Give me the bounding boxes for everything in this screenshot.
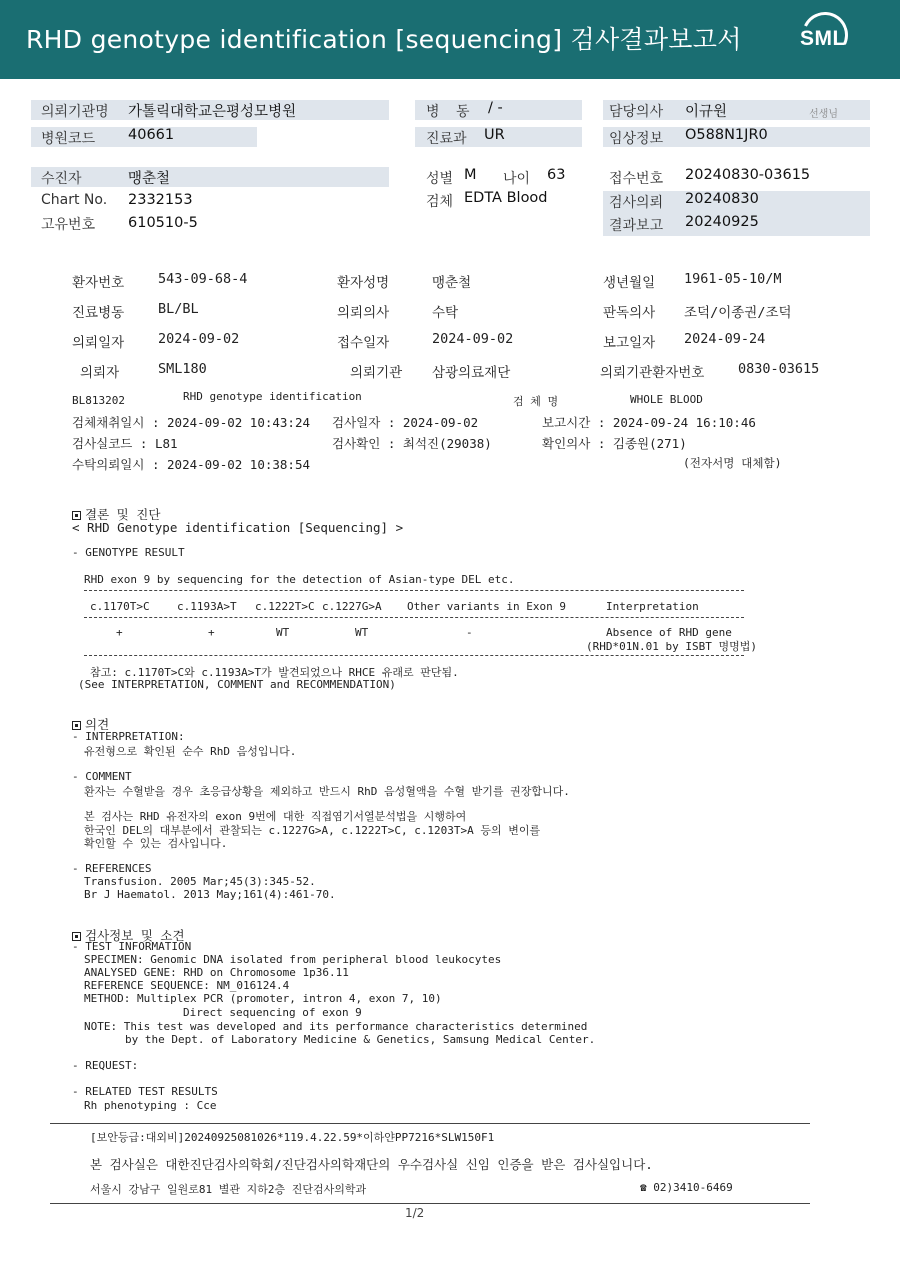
specimen-label: 검체 — [426, 194, 454, 210]
collect-time: 검체채취일시 : 2024-09-02 10:43:24 — [72, 415, 311, 430]
sml-logo — [796, 12, 856, 68]
report-date-value: 20240925 — [685, 214, 759, 230]
testinfo-specimen: SPECIMEN: Genomic DNA isolated from peripheral blood leukocytes — [84, 953, 502, 966]
hospital-code-label: 병원코드 — [41, 131, 96, 147]
sex-label: 성별 — [426, 171, 454, 187]
receipt-label: 접수번호 — [609, 171, 664, 187]
phone-line: ☎ 02)3410-6469 — [640, 1181, 733, 1194]
test-code: BL813202 — [72, 394, 125, 407]
exam-check: 검사확인 : 최석진(29038) — [332, 436, 492, 451]
testinfo-gene: ANALYSED GENE: RHD on Chromosome 1p36.11 — [84, 966, 349, 979]
form-req-doctor-label: 의뢰의사 — [337, 305, 390, 321]
doctor-suffix: 선생님 — [809, 109, 838, 120]
bullet-square-icon — [72, 511, 81, 520]
test-spec: WHOLE BLOOD — [630, 393, 703, 406]
form-ward: BL/BL — [158, 301, 199, 317]
footer-rule-top — [50, 1123, 810, 1124]
request-date-label: 검사의뢰 — [609, 195, 664, 211]
references-heading: - REFERENCES — [72, 862, 152, 875]
testinfo-method-2: Direct sequencing of exon 9 — [183, 1006, 362, 1019]
chart-label: Chart No. — [41, 192, 108, 208]
comment-text: 환자는 수혈받을 경우 초응급상황을 제외하고 반드시 RhD 음성혈액을 수혈 받기를 권장합니다. — [84, 785, 570, 798]
test-name: RHD genotype identification — [183, 390, 362, 403]
clinical-label: 임상정보 — [609, 131, 664, 147]
hospital-label: 의뢰기관명 — [41, 104, 109, 120]
comment-heading: - COMMENT — [72, 770, 132, 783]
form-birth-label: 생년월일 — [603, 275, 656, 291]
form-req-date: 2024-09-02 — [158, 331, 240, 347]
form-org-patient-no-label: 의뢰기관환자번호 — [600, 365, 705, 381]
doctor-value: 이규원 — [685, 104, 728, 120]
patient-value: 맹춘철 — [128, 171, 171, 187]
testinfo-heading: - TEST INFORMATION — [72, 940, 192, 953]
form-report-date: 2024-09-24 — [684, 331, 766, 347]
receipt-value: 20240830-03615 — [685, 167, 811, 183]
interp-line-1: Absence of RHD gene — [606, 626, 732, 639]
form-reader-label: 판독의사 — [603, 305, 656, 321]
specimen-value: EDTA Blood — [464, 190, 548, 206]
certification-line: 본 검사실은 대한진단검사의학회/진단검사의학재단의 우수검사실 신임 인증을 받은 검사실입니다. — [90, 1157, 653, 1172]
report-date-label: 결과보고 — [609, 218, 664, 234]
ward-value: / - — [488, 100, 503, 116]
report-header — [0, 0, 900, 79]
form-patient-name: 맹춘철 — [432, 275, 472, 291]
id-label: 고유번호 — [41, 217, 96, 233]
form-reader: 조덕/이종권/조덕 — [684, 305, 792, 321]
id-value: 610510-5 — [128, 215, 198, 231]
testinfo-refseq: REFERENCE SEQUENCE: NM_016124.4 — [84, 979, 290, 992]
comment-line-4: 확인할 수 있는 검사입니다. — [84, 837, 228, 850]
testinfo-section-heading: 검사정보 및 소견 — [72, 926, 185, 944]
age-label: 나이 — [503, 171, 531, 187]
interpretation-heading: - INTERPRETATION: — [72, 730, 185, 743]
form-req-date-label: 의뢰일자 — [72, 335, 125, 351]
form-requester-label: 의뢰자 — [80, 365, 120, 381]
page-number: 1/2 — [405, 1206, 425, 1220]
form-req-org: 삼광의료재단 — [432, 365, 511, 381]
lab-code: 검사실코드 : L81 — [72, 436, 178, 451]
confirm-doctor: 확인의사 : 김종원(271) — [542, 436, 687, 451]
interp-line-2: (RHD*01N.01 by ISBT 명명법) — [586, 640, 757, 653]
opinion-section-heading: 의견 — [72, 715, 109, 733]
form-patient-no-label: 환자번호 — [72, 275, 125, 291]
result-title: < RHD Genotype identification [Sequencing] > — [72, 520, 404, 535]
val-1222: WT — [276, 626, 290, 639]
col-1170: c.1170T>C — [90, 600, 150, 613]
logo-text: SML — [800, 27, 846, 50]
sex-value: M — [464, 167, 477, 183]
val-1227: WT — [355, 626, 369, 639]
interpretation-text: 유전형으로 확인된 순수 RhD 음성입니다. — [84, 745, 297, 758]
exam-date: 검사일자 : 2024-09-02 — [332, 415, 479, 430]
result-section-heading: 결론 및 진단 — [72, 505, 160, 523]
patient-label: 수진자 — [41, 171, 82, 187]
form-patient-name-label: 환자성명 — [337, 275, 390, 291]
ward-label: 병 동 — [426, 104, 476, 120]
genotype-desc: RHD exon 9 by sequencing for the detection of Asian-type DEL etc. — [84, 573, 515, 586]
testinfo-note-2: by the Dept. of Laboratory Medicine & Genetics, Samsung Medical Center. — [125, 1033, 596, 1046]
reference-1: Transfusion. 2005 Mar;45(3):345-52. — [84, 875, 316, 888]
comment-line-2: 본 검사는 RHD 유전자의 exon 9번에 대한 직접염기서열분석법을 시행하여 — [84, 810, 467, 823]
form-recv-date: 2024-09-02 — [432, 331, 514, 347]
form-req-doctor: 수탁 — [432, 305, 459, 321]
dept-label: 진료과 — [426, 131, 467, 147]
form-ward-label: 진료병동 — [72, 305, 125, 321]
clinical-value: O588N1JR0 — [685, 127, 768, 143]
age-value: 63 — [547, 167, 566, 183]
val-other: - — [466, 626, 473, 639]
val-1193: + — [208, 626, 215, 639]
doctor-label: 담당의사 — [609, 104, 664, 120]
col-1222: c.1222T>C — [255, 600, 315, 613]
dept-value: UR — [484, 127, 505, 143]
hospital-value: 가톨릭대학교은평성모병원 — [128, 104, 297, 120]
table-rule-top — [84, 590, 744, 591]
security-line: [보안등급:대외비]20240925081026*119.4.22.59*이하얀PP7216*SLW150F1 — [90, 1131, 495, 1144]
reference-2: Br J Haematol. 2013 May;161(4):461-70. — [84, 888, 336, 901]
col-other: Other variants in Exon 9 — [407, 600, 566, 613]
hospital-code-value: 40661 — [128, 127, 175, 143]
result-note-1: 참고: c.1170T>C와 c.1193A>T가 발견되었으나 RHCE 유래로 판단됨. — [90, 666, 459, 679]
related-heading: - RELATED TEST RESULTS — [72, 1085, 218, 1098]
form-requester: SML180 — [158, 361, 207, 377]
col-interpretation: Interpretation — [606, 600, 699, 613]
rh-phenotyping: Rh phenotyping : Cce — [84, 1099, 217, 1112]
comment-line-3: 한국인 DEL의 대부분에서 관찰되는 c.1227G>A, c.1222T>C, c.1203T>A 등의 변이를 — [84, 824, 541, 837]
address-line: 서울시 강남구 일원로81 별관 지하2층 진단검사의학과 — [90, 1183, 367, 1196]
form-birth: 1961-05-10/M — [684, 271, 782, 287]
col-1193: c.1193A>T — [177, 600, 237, 613]
table-rule-mid — [84, 617, 744, 618]
col-1227: c.1227G>A — [322, 600, 382, 613]
request-heading: - REQUEST: — [72, 1059, 139, 1072]
val-1170: + — [116, 626, 123, 639]
form-report-date-label: 보고일자 — [603, 335, 656, 351]
footer-rule-bottom — [50, 1203, 810, 1204]
testinfo-method: METHOD: Multiplex PCR (promoter, intron 4, exon 7, 10) — [84, 992, 442, 1005]
request-date-value: 20240830 — [685, 191, 759, 207]
recv-time: 수탁의뢰일시 : 2024-09-02 10:38:54 — [72, 457, 311, 472]
form-org-patient-no: 0830-03615 — [738, 361, 820, 377]
report-time: 보고시간 : 2024-09-24 16:10:46 — [542, 415, 756, 430]
bullet-square-icon — [72, 721, 81, 730]
form-req-org-label: 의뢰기관 — [350, 365, 403, 381]
test-spec-label: 검 체 명 — [513, 395, 559, 408]
esign-note: (전자서명 대체함) — [683, 456, 782, 470]
table-rule-bottom — [84, 655, 744, 656]
testinfo-note: NOTE: This test was developed and its performance characteristics determined — [84, 1020, 588, 1033]
form-recv-date-label: 접수일자 — [337, 335, 390, 351]
form-patient-no: 543-09-68-4 — [158, 271, 248, 287]
chart-value: 2332153 — [128, 192, 193, 208]
result-note-2: (See INTERPRETATION, COMMENT and RECOMMENDATION) — [78, 678, 396, 691]
report-title: RHD genotype identification [sequencing] 검사결과보고서 — [26, 25, 742, 54]
genotype-heading: - GENOTYPE RESULT — [72, 546, 185, 559]
patient-bar — [31, 167, 389, 187]
